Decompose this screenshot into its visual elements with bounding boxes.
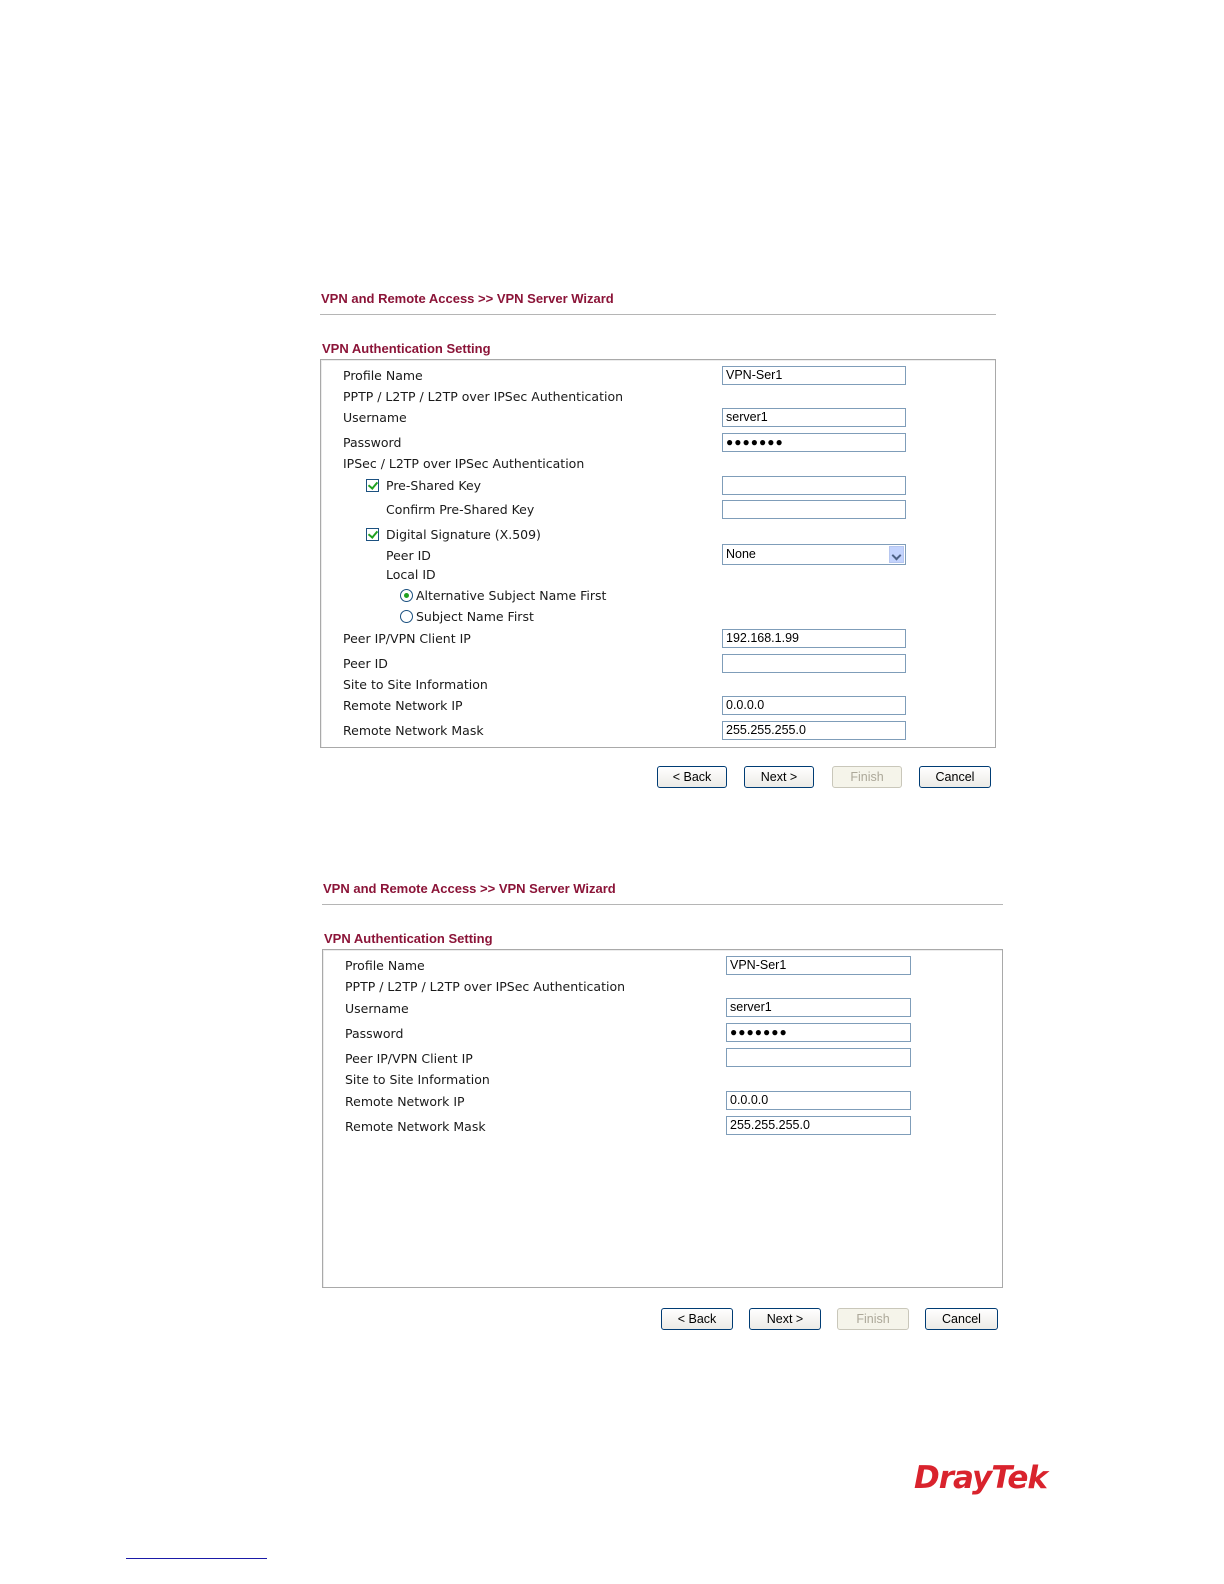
settings-box: [320, 359, 996, 748]
password-label: Password: [345, 1026, 404, 1041]
subject-name-radio[interactable]: [400, 610, 413, 623]
pre-shared-key-input[interactable]: [722, 476, 906, 495]
section-title: VPN Authentication Setting: [324, 931, 493, 946]
profile-name-label: Profile Name: [345, 958, 425, 973]
local-id-label: Local ID: [386, 567, 436, 582]
peer-id2-label: Peer ID: [343, 656, 388, 671]
section-title: VPN Authentication Setting: [322, 341, 491, 356]
peer-id-select[interactable]: [722, 544, 906, 565]
settings-box: [322, 949, 1003, 1288]
remote-mask-label: Remote Network Mask: [345, 1119, 486, 1134]
peer-id-label: Peer ID: [386, 548, 431, 563]
peer-ip-label: Peer IP/VPN Client IP: [343, 631, 471, 646]
remote-ip-label: Remote Network IP: [345, 1094, 465, 1109]
password-input[interactable]: ●●●●●●●: [722, 433, 906, 452]
password-input[interactable]: ●●●●●●●: [726, 1023, 911, 1042]
finish-button[interactable]: Finish: [832, 766, 902, 788]
username-label: Username: [343, 410, 407, 425]
subject-name-label: Subject Name First: [416, 609, 534, 624]
remote-mask-input[interactable]: 255.255.255.0: [722, 721, 906, 740]
finish-button[interactable]: Finish: [837, 1308, 909, 1330]
profile-name-input[interactable]: VPN-Ser1: [726, 956, 911, 975]
wizard-panel-full: [320, 290, 996, 784]
footer-link-line: [126, 1558, 267, 1559]
remote-mask-input[interactable]: 255.255.255.0: [726, 1116, 911, 1135]
site-info-heading: Site to Site Information: [345, 1072, 490, 1087]
chevron-down-icon[interactable]: [889, 546, 904, 563]
breadcrumb: VPN and Remote Access >> VPN Server Wizard: [321, 291, 614, 306]
username-input[interactable]: server1: [726, 998, 911, 1017]
remote-ip-label: Remote Network IP: [343, 698, 463, 713]
confirm-psk-label: Confirm Pre-Shared Key: [386, 502, 535, 517]
draytek-logo: DrayTek: [914, 1460, 1047, 1496]
confirm-psk-input[interactable]: [722, 500, 906, 519]
digital-signature-label: Digital Signature (X.509): [386, 527, 541, 542]
peer-ip-input[interactable]: 192.168.1.99: [722, 629, 906, 648]
pre-shared-key-label: Pre-Shared Key: [386, 478, 482, 493]
pre-shared-key-checkbox[interactable]: [366, 479, 379, 492]
peer-ip-input[interactable]: [726, 1048, 911, 1067]
pptp-auth-heading: PPTP / L2TP / L2TP over IPSec Authentication: [345, 979, 626, 994]
peer-ip-label: Peer IP/VPN Client IP: [345, 1051, 473, 1066]
remote-ip-input[interactable]: 0.0.0.0: [722, 696, 906, 715]
peer-id-select-value: None: [726, 547, 756, 561]
cancel-button[interactable]: Cancel: [925, 1308, 998, 1330]
back-button[interactable]: < Back: [661, 1308, 733, 1330]
divider: [322, 904, 1003, 905]
username-input[interactable]: server1: [722, 408, 906, 427]
wizard-panel-basic: [322, 880, 1003, 1326]
profile-name-label: Profile Name: [343, 368, 423, 383]
button-row: [322, 1308, 1003, 1331]
remote-ip-input[interactable]: 0.0.0.0: [726, 1091, 911, 1110]
breadcrumb: VPN and Remote Access >> VPN Server Wizard: [323, 881, 616, 896]
digital-signature-checkbox[interactable]: [366, 528, 379, 541]
password-label: Password: [343, 435, 402, 450]
back-button[interactable]: < Back: [657, 766, 727, 788]
next-button[interactable]: Next >: [749, 1308, 821, 1330]
ipsec-auth-heading: IPSec / L2TP over IPSec Authentication: [343, 456, 585, 471]
remote-mask-label: Remote Network Mask: [343, 723, 484, 738]
username-label: Username: [345, 1001, 409, 1016]
alt-subject-radio[interactable]: [400, 589, 413, 602]
peer-id2-input[interactable]: [722, 654, 906, 673]
profile-name-input[interactable]: VPN-Ser1: [722, 366, 906, 385]
pptp-auth-heading: PPTP / L2TP / L2TP over IPSec Authentication: [343, 389, 624, 404]
divider: [320, 314, 996, 315]
site-info-heading: Site to Site Information: [343, 677, 488, 692]
button-row: [320, 766, 996, 789]
alt-subject-label: Alternative Subject Name First: [416, 588, 607, 603]
next-button[interactable]: Next >: [744, 766, 814, 788]
cancel-button[interactable]: Cancel: [919, 766, 991, 788]
